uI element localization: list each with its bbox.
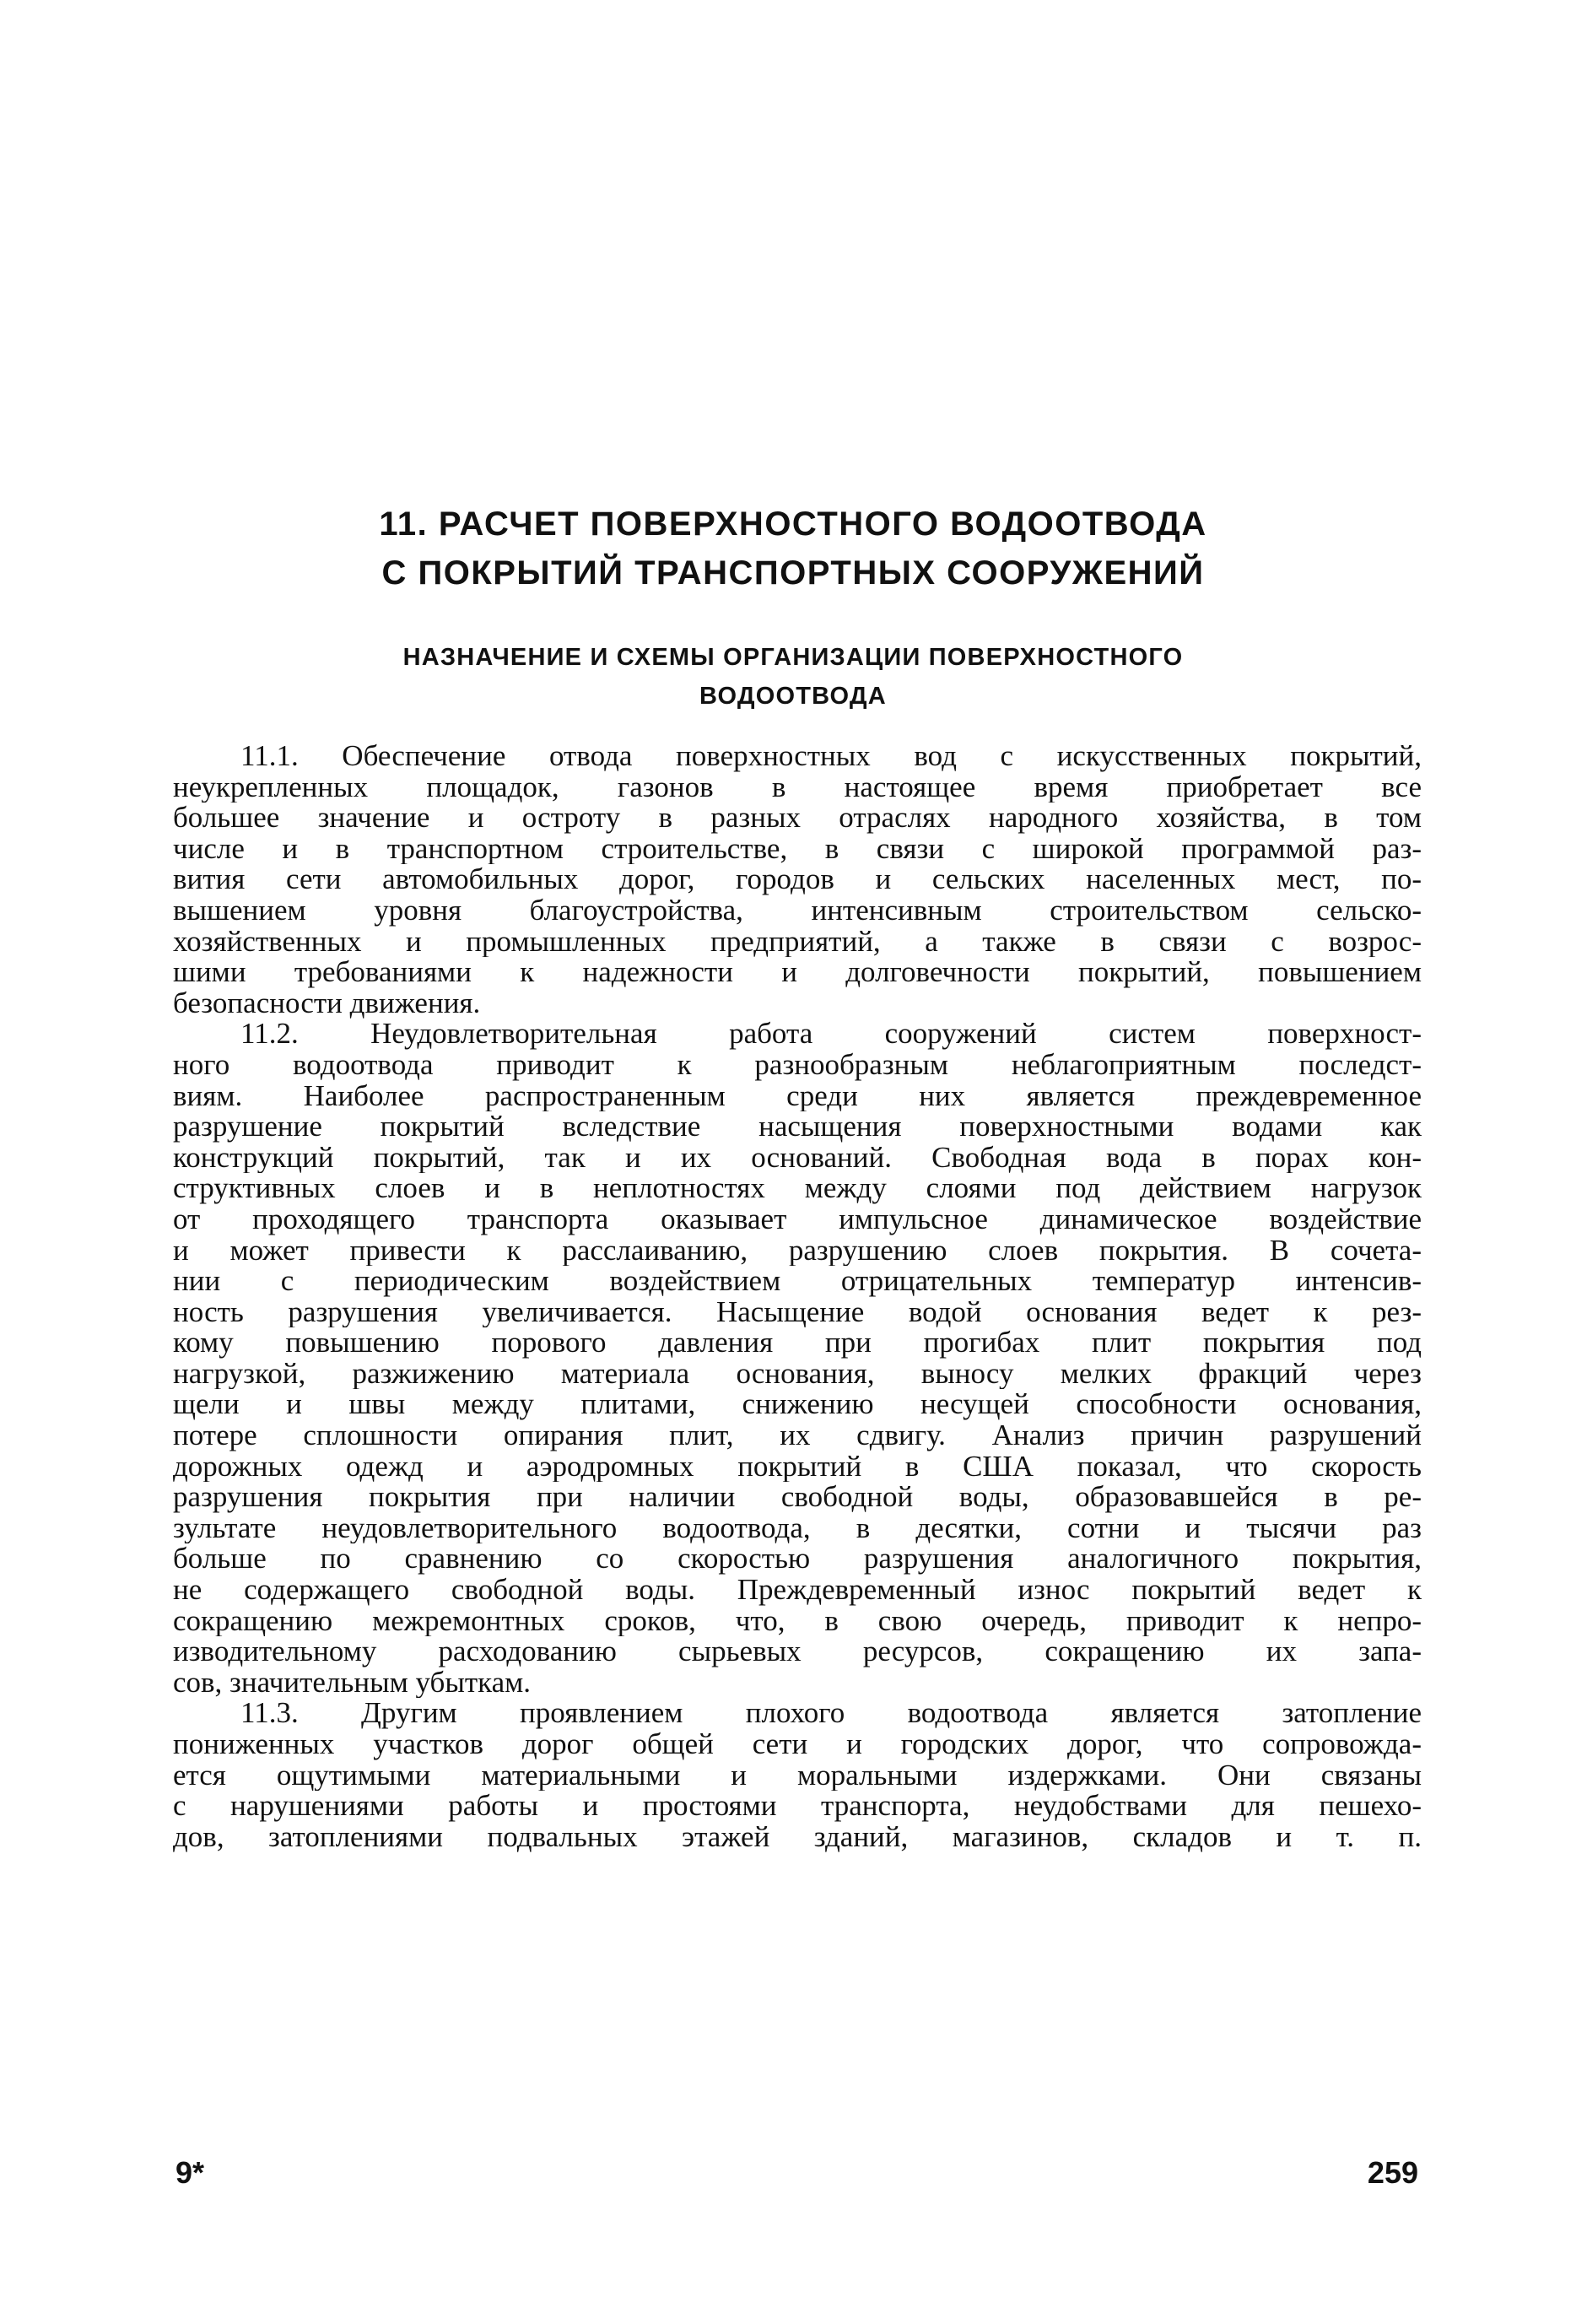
text-line: сов, значительным убыткам. [173,1667,532,1699]
text-line: хозяйственных и промышленных предприятий, а также в связи с возрос- [173,926,1422,958]
text-line: с нарушениями работы и простоями транспорта, неудобствами для пешехо- [173,1791,1422,1822]
paragraph-11-2 [173,1019,1422,1698]
text-line: большее значение и остроту в разных отраслях народного хозяйства, в том [173,803,1422,834]
text-line: ного водоотвода приводит к разнообразным неблагоприятным последст- [173,1049,1422,1081]
section-heading [253,638,1333,716]
text-line: от проходящего транспорта оказывает импульсное динамическое воздействие [173,1203,1422,1235]
text-line: изводительному расходованию сырьевых ресурсов, сокращению их запа- [173,1636,1422,1667]
text-line: 11.1. Обеспечение отвода поверхностных вод с искусственных покрытий, [240,741,1422,772]
chapter-title [169,500,1417,597]
text-line: зультате неудовлетворительного водоотвода, в десятки, сотни и тысячи раз [173,1512,1422,1544]
text-line: вития сети автомобильных дорог, городов и сельских населенных мест, по- [173,864,1422,895]
text-line: сокращению межремонтных сроков, что, в свою очередь, приводит к непро- [173,1605,1422,1637]
text-line: 11.2. Неудовлетворительная работа сооружений систем поверхност- [240,1019,1422,1050]
text-line: не содержащего свободной воды. Преждевременный износ покрытий ведет к [173,1575,1422,1606]
text-line: и может привести к расслаиванию, разрушению слоев покрытия. В сочета- [173,1235,1422,1267]
body-text [173,741,1422,1852]
signature-mark: 9* [175,2155,205,2190]
section-heading-line-1: НАЗНАЧЕНИЕ И СХЕМЫ ОРГАНИЗАЦИИ ПОВЕРХНОСТНОГО [402,644,1184,671]
text-line: ность разрушения увеличивается. Насыщение водой основания ведет к рез- [173,1296,1422,1328]
text-line: конструкций покрытий, так и их оснований. Свободная вода в порах кон- [173,1142,1422,1174]
text-line: пониженных участков дорог общей сети и городских дорог, что сопровожда- [173,1729,1422,1760]
page-number: 259 [1367,2155,1418,2190]
text-line: вышением уровня благоустройства, интенсивным строительством сельско- [173,894,1422,927]
text-line: числе и в транспортном строительстве, в связи с широкой программой раз- [173,833,1422,865]
section-heading-line-2: ВОДООТВОДА [699,683,887,710]
text-line: нагрузкой, разжижению материала основания, выносу мелких фракций через [173,1358,1422,1390]
text-line: 11.3. Другим проявлением плохого водоотвода является затопление [240,1698,1422,1729]
text-line: щели и швы между плитами, снижению несущей способности основания, [173,1389,1422,1421]
text-line: неукрепленных площадок, газонов в настоящее время приобретает все [173,771,1422,803]
chapter-title-line-2: С ПОКРЫТИЙ ТРАНСПОРТНЫХ СООРУЖЕНИЙ [381,554,1205,592]
text-line: структивных слоев и в неплотностях между слоями под действием нагрузок [173,1173,1422,1204]
text-line: дорожных одежд и аэродромных покрытий в США показал, что скорость [173,1451,1422,1483]
paragraph-11-1 [173,741,1422,1019]
text-line: шими требованиями к надежности и долговечности покрытий, повышением [173,957,1422,988]
text-line: безопасности движения. [173,987,481,1019]
text-line: потере сплошности опирания плит, их сдвигу. Анализ причин разрушений [173,1420,1422,1451]
text-line: виям. Наиболее распространенным среди них является преждевременное [173,1080,1422,1112]
text-line: ется ощутимыми материальными и моральными издержками. Они связаны [173,1759,1422,1792]
text-line: больше по сравнению со скоростью разрушения аналогичного покрытия, [173,1543,1422,1575]
text-line: разрушения покрытия при наличии свободной воды, образовавшейся в ре- [173,1482,1422,1513]
paragraph-11-3 [173,1698,1422,1852]
text-line: разрушение покрытий вследствие насыщения поверхностными водами как [173,1111,1422,1143]
chapter-title-line-1: 11. РАСЧЕТ ПОВЕРХНОСТНОГО ВОДООТВОДА [379,505,1207,543]
text-line: кому повышению порового давления при прогибах плит покрытия под [173,1327,1422,1359]
text-line: нии с периодическим воздействием отрицательных температур интенсив- [173,1266,1422,1297]
text-line: дов, затоплениями подвальных этажей зданий, магазинов, складов и т. п. [173,1821,1422,1853]
